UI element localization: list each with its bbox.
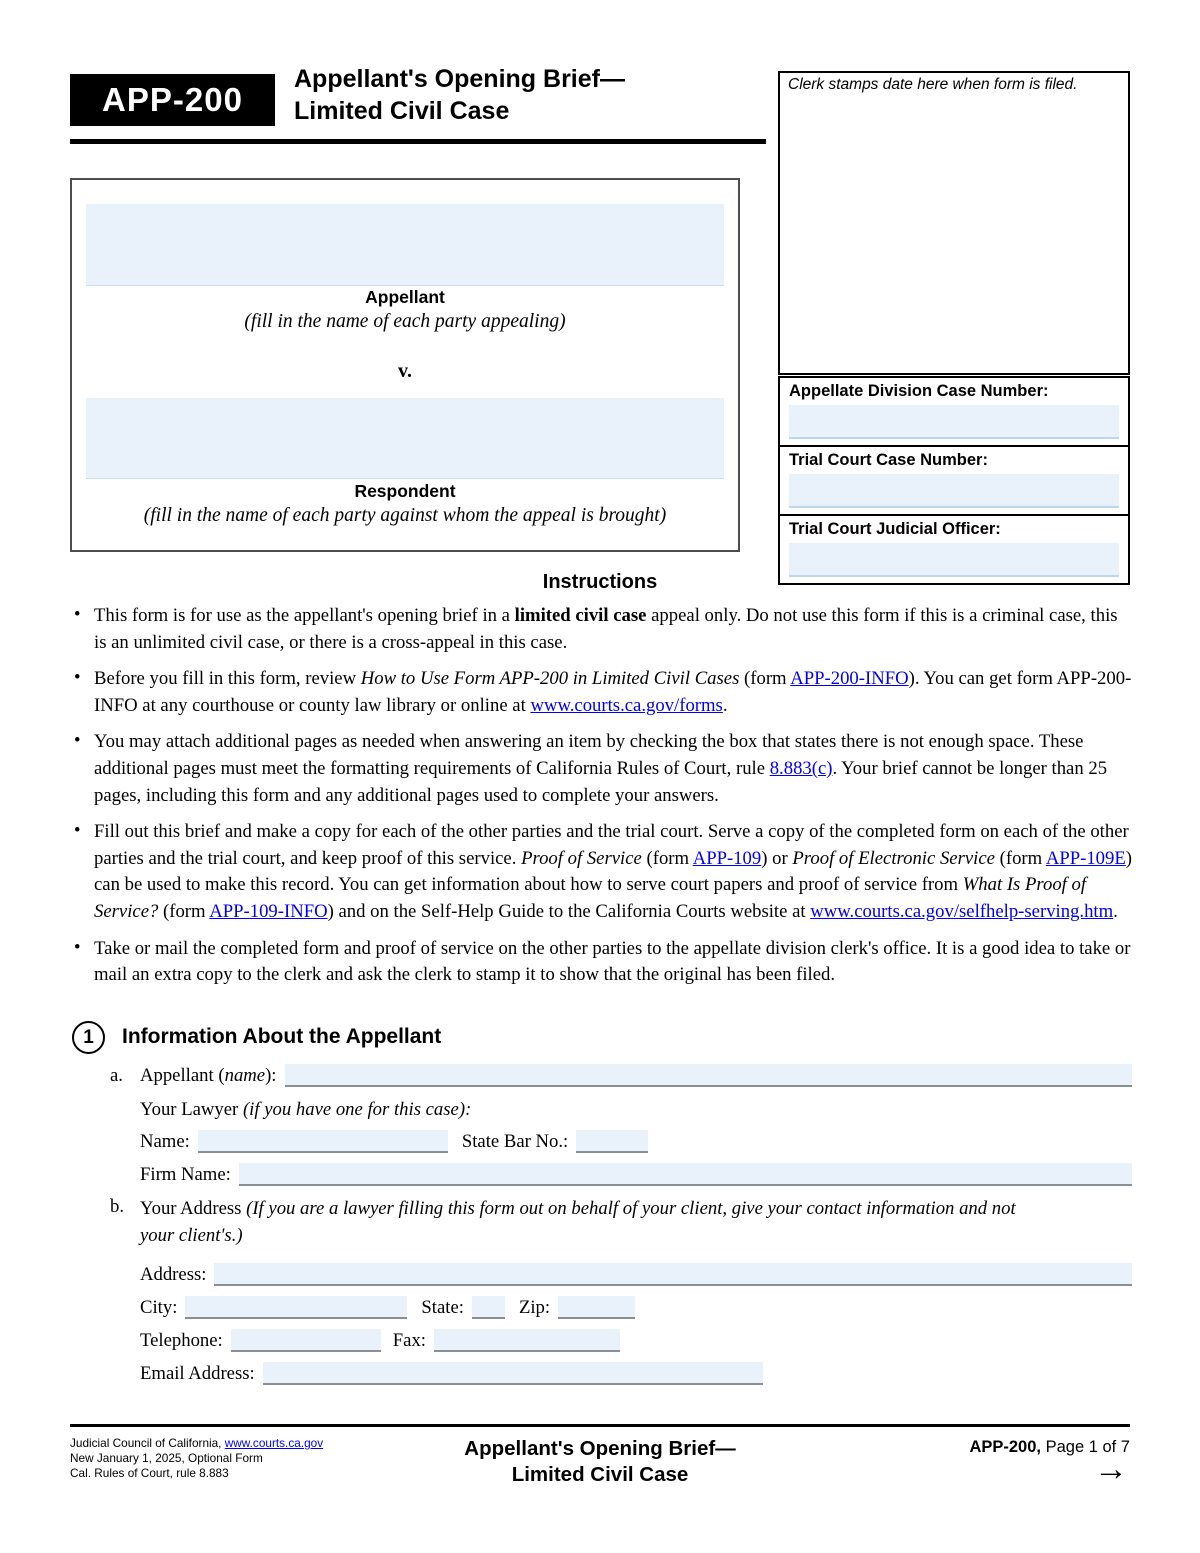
telephone-field[interactable]	[231, 1329, 381, 1352]
footer-form-title	[350, 1436, 850, 1488]
instructions-heading: Instructions	[542, 571, 658, 593]
address-intro-label	[140, 1196, 1050, 1249]
text-segment: limited civil case	[514, 605, 647, 626]
trial-court-judicial-officer-label: Trial Court Judicial Officer:	[789, 520, 1001, 538]
appellate-division-case-number-field[interactable]	[789, 405, 1119, 439]
text-segment: (If you are a lawyer filling this form out on behalf of your client, give your contact information and not your client's.)	[140, 1198, 1016, 1246]
item-letter: b.	[110, 1196, 125, 1217]
instruction-bullet	[70, 603, 1132, 656]
instruction-bullet	[70, 666, 1132, 719]
zip-label: Zip:	[518, 1297, 551, 1319]
footer-rule-citation: Cal. Rules of Court, rule 8.883	[70, 1465, 229, 1480]
text-segment: How to Use Form APP-200 in Limited Civil Cases	[360, 668, 740, 690]
text-segment: ):	[265, 1065, 277, 1086]
section-number-badge	[72, 1021, 105, 1054]
state-label: State:	[421, 1297, 464, 1319]
email-field[interactable]	[263, 1362, 763, 1385]
email-row	[140, 1362, 1132, 1385]
email-label: Email Address:	[140, 1363, 255, 1385]
text-segment: Fill out this brief and make a copy for each of the other parties and the trial court. Serve a copy of the completed form on each of the other parties and the trial court, and keep proof of this service.	[94, 821, 1129, 869]
firm-name-label: Firm Name:	[140, 1164, 231, 1185]
footer-council-text: Judicial Council of California,	[70, 1436, 225, 1450]
form-title-line1: Appellant's Opening Brief—	[294, 65, 625, 93]
fax-field[interactable]	[434, 1329, 620, 1352]
appellant-name-field[interactable]	[285, 1064, 1133, 1087]
footer-form-title-line1: Appellant's Opening Brief—	[464, 1437, 736, 1460]
text-segment: (form	[739, 668, 791, 690]
clerk-stamp-note: Clerk stamps date here when form is filed.	[788, 76, 1078, 93]
text-segment: ). You can get form APP-200-INFO at any courthouse or county law library or online at	[94, 668, 1132, 716]
text-segment: Appellant (	[140, 1065, 225, 1086]
text-segment: ) or	[761, 847, 793, 869]
inline-link[interactable]: APP-109E	[1045, 847, 1126, 869]
case-number-boxes	[778, 376, 1130, 585]
instruction-bullet	[70, 936, 1132, 989]
text-segment: You may attach additional pages as needed when answering an item by checking the box that states there is not enough space. These additional pages must meet the formatting requirements of California Rules of Court, rule	[94, 731, 1084, 779]
trial-court-case-number-field[interactable]	[789, 474, 1119, 508]
section-heading: Information About the Appellant	[122, 1025, 442, 1048]
text-segment: Your Address	[140, 1198, 247, 1219]
text-segment: (form	[994, 847, 1046, 869]
city-state-zip-row	[140, 1296, 1132, 1319]
text-segment: This form is for use as the appellant's opening brief in a	[94, 605, 515, 626]
firm-name-field[interactable]	[239, 1163, 1132, 1186]
address-row	[140, 1263, 1132, 1286]
form-number-badge: APP-200	[70, 74, 275, 126]
inline-link[interactable]: APP-109-INFO	[209, 900, 328, 922]
appellate-division-case-number-label: Appellate Division Case Number:	[789, 382, 1049, 400]
footer-page-number: Page 1 of 7	[1041, 1438, 1130, 1456]
text-segment: Your Lawyer	[140, 1099, 243, 1120]
text-segment: Take or mail the completed form and proof of service on the other parties to the appellate division clerk's office. It is a good idea to take or mail an extra copy to the clerk and ask the clerk to stamp it to show that the original has been filed.	[94, 937, 1131, 986]
address-intro-row	[110, 1196, 1132, 1249]
lawyer-name-field[interactable]	[198, 1130, 448, 1153]
section-number: 1	[83, 1026, 94, 1048]
section1-body	[110, 1064, 1132, 1395]
text-segment: Proof of Service	[521, 847, 642, 869]
zip-field[interactable]	[558, 1296, 635, 1319]
header-rule	[70, 139, 766, 144]
footer-form-number: APP-200,	[969, 1438, 1041, 1456]
respondent-hint: (fill in the name of each party against whom the appeal is brought)	[143, 505, 667, 526]
lawyer-name-row	[140, 1130, 1132, 1153]
respondent-names-field[interactable]	[86, 398, 724, 479]
address-field[interactable]	[214, 1263, 1132, 1286]
state-field[interactable]	[472, 1296, 505, 1319]
respondent-label: Respondent	[354, 481, 456, 501]
firm-name-row	[140, 1163, 1132, 1186]
state-bar-label: State Bar No.:	[461, 1131, 569, 1152]
text-segment: (form	[158, 900, 210, 922]
appellant-names-field[interactable]	[86, 204, 724, 286]
instructions-list	[70, 603, 1132, 999]
text-segment: (if you have one for this case):	[242, 1099, 472, 1120]
clerk-stamp-box	[778, 71, 1130, 375]
instruction-bullet	[70, 729, 1132, 809]
form-title	[294, 63, 625, 127]
inline-link[interactable]: www.courts.ca.gov/selfhelp-serving.htm	[810, 900, 1114, 922]
lawyer-name-label: Name:	[140, 1131, 190, 1152]
address-label: Address:	[140, 1264, 207, 1286]
footer-form-title-line2: Limited Civil Case	[511, 1463, 689, 1486]
caption-box	[70, 178, 740, 552]
text-segment: . Your brief cannot be longer than 25 pages, including this form and any additional pages used to complete your answers.	[94, 757, 1108, 806]
text-segment: ) can be used to make this record. You can get information about how to serve court papers and proof of service from	[94, 847, 1133, 896]
trial-court-case-number-box	[778, 445, 1130, 516]
text-segment: (form	[641, 847, 693, 869]
telephone-fax-row	[140, 1329, 1132, 1352]
appellant-label: Appellant	[365, 287, 445, 307]
city-field[interactable]	[185, 1296, 407, 1319]
city-label: City:	[140, 1297, 178, 1319]
inline-link[interactable]: www.courts.ca.gov/forms	[530, 694, 723, 716]
next-page-arrow-icon: →	[1094, 1450, 1128, 1488]
appellant-hint: (fill in the name of each party appealing)	[244, 311, 566, 332]
footer-courts-link[interactable]: www.courts.ca.gov	[224, 1436, 324, 1450]
footer-rule	[70, 1424, 1130, 1427]
item-letter: a.	[110, 1065, 123, 1086]
text-segment: What Is Proof of Service?	[94, 874, 1087, 922]
telephone-label: Telephone:	[140, 1330, 223, 1352]
fax-label: Fax:	[392, 1330, 426, 1352]
footer-form-info	[70, 1436, 323, 1480]
text-segment: .	[1113, 900, 1118, 922]
text-segment: ) and on the Self-Help Guide to the California Courts website at	[327, 900, 811, 922]
appellant-name-label	[140, 1065, 277, 1087]
lawyer-intro-label	[140, 1097, 1132, 1123]
appellate-division-case-number-box	[778, 376, 1130, 447]
versus-label: v.	[398, 360, 412, 382]
text-segment: .	[722, 694, 728, 716]
inline-link[interactable]: APP-109	[692, 847, 762, 869]
inline-link[interactable]: APP-200-INFO	[790, 668, 909, 690]
instruction-bullet	[70, 819, 1132, 925]
form-title-line2: Limited Civil Case	[294, 97, 510, 125]
appellant-name-row	[110, 1064, 1132, 1087]
trial-court-case-number-label: Trial Court Case Number:	[789, 451, 988, 469]
text-segment: Proof of Electronic Service	[792, 847, 995, 869]
inline-link[interactable]: 8.883(c)	[769, 757, 833, 779]
text-segment: Before you fill in this form, review	[94, 668, 361, 690]
text-segment: name	[224, 1065, 266, 1086]
text-segment: appeal only. Do not use this form if this is a criminal case, this is an unlimited civil case, or there is a cross-appeal in this case.	[94, 605, 1118, 653]
footer-revision-text: New January 1, 2025, Optional Form	[70, 1450, 263, 1465]
state-bar-number-field[interactable]	[576, 1130, 648, 1153]
